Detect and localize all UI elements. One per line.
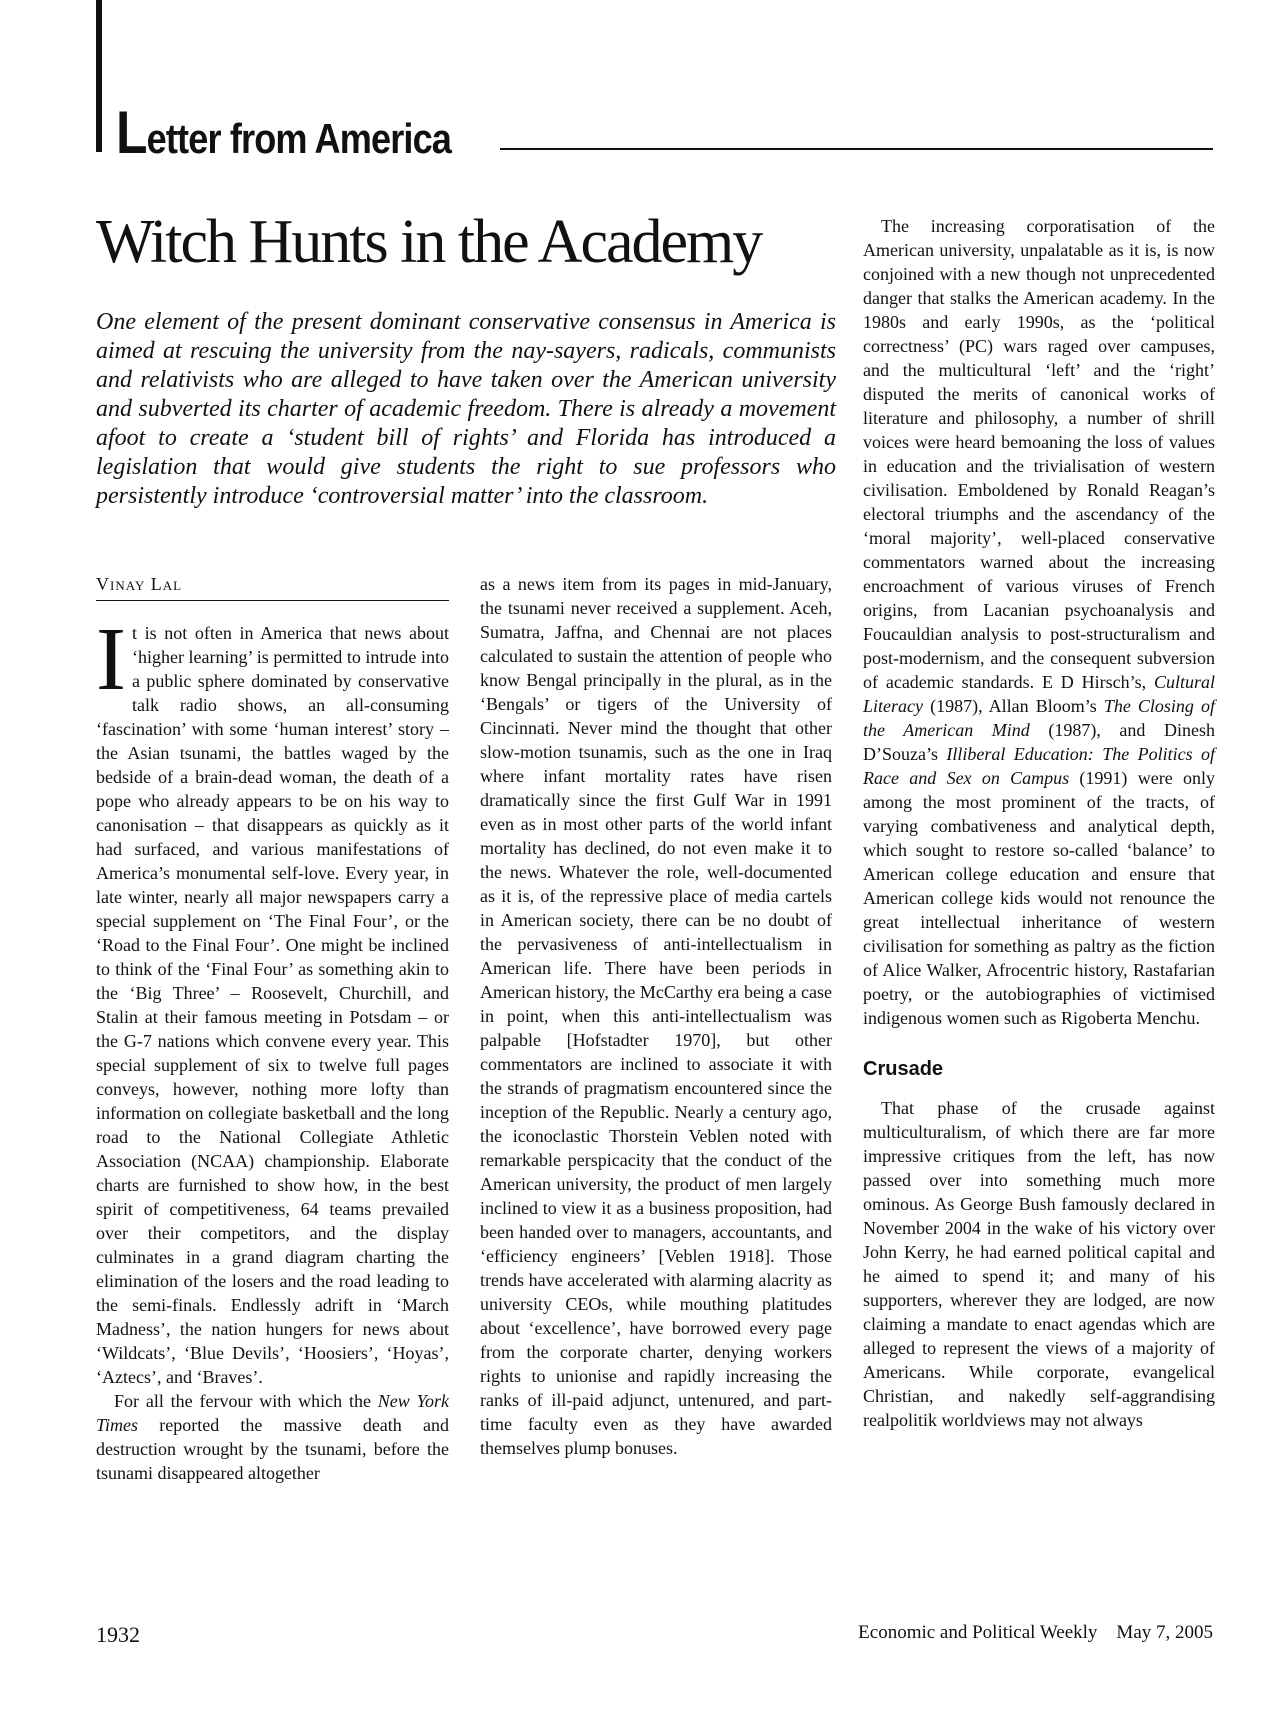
column-3 bbox=[863, 214, 1215, 1432]
column-2 bbox=[480, 572, 832, 1460]
drop-cap: I bbox=[96, 610, 126, 709]
col3-text-c: (1987), and Dinesh D’Souza’s bbox=[863, 720, 1215, 764]
article-standfirst: One element of the present dominant conservative consensus in America is aimed at rescuing the university from the nay-sayers, radicals, communists and relativists who are alleged to have taken over the American university and subverted its charter of academic freedom. There is already a movement afoot to create a ‘student bill of rights’ and Florida has introduced a legislation that would give students the right to sue professors who persistently introduce ‘controversial matter’ into the classroom. bbox=[96, 309, 836, 509]
section-heading bbox=[116, 99, 452, 166]
section-rule bbox=[500, 148, 1213, 150]
issue-date: May 7, 2005 bbox=[1116, 1622, 1213, 1643]
section-first-letter: L bbox=[116, 99, 147, 166]
section-rest: etter from America bbox=[146, 115, 452, 162]
book-title-illiberal-education: Illiberal Education: The Politics of Race and Sex on Campus bbox=[863, 744, 1215, 788]
column-3-paragraph-1 bbox=[863, 214, 1215, 1030]
subheading-crusade: Crusade bbox=[863, 1058, 944, 1080]
journal-info bbox=[858, 1622, 1213, 1644]
journal-name: Economic and Political Weekly bbox=[858, 1622, 1098, 1643]
article-title: Witch Hunts in the Academy bbox=[96, 208, 762, 276]
paragraph-1 bbox=[96, 610, 449, 1389]
paragraph-1-text: t is not often in America that news about ‘higher learning’ is permitted to intrude into a public sphere dominated by conservative talk radio shows, an all-consuming ‘fascination’ with some ‘human interest’ story – the Asian tsunami, the battles waged by the bedside of a brain-dead woman, the death of a pope who already appears to be on his way to canonisation – that disappears as quickly as it had surfaced, and various manifestations of America’s monumental self-love. Every year, in late winter, nearly all major newspapers carry a special supplement on ‘The Final Four’, or the ‘Road to the Final Four’. One might be inclined to think of the ‘Final Four’ as something akin to the ‘Big Three’ – Roosevelt, Churchill, and Stalin at their famous meeting in Potsdam – or the G-7 nations which convene every year. This special supplement of six to twelve full pages conveys, however, nothing more lofty than information on collegiate basketball and the long road to the National Collegiate Athletic Association (NCAA) championship. Elaborate charts are furnished to show how, in the best spirit of competitiveness, 64 teams prevailed over their competitors, and the display culminates in a grand diagram charting the elimination of the losers and the road leading to the semi-finals. Endlessly adrift in ‘March Madness’, the nation hungers for news about ‘Wildcats’, ‘Blue Devils’, ‘Hoosiers’, ‘Hoyas’, ‘Aztecs’, and ‘Braves’. bbox=[96, 623, 449, 1387]
newspaper-name: New York Times bbox=[96, 1391, 449, 1435]
col3-text-b: (1987), Allan Bloom’s bbox=[923, 696, 1104, 716]
col3-text-a: The increasing corporatisation of the American university, unpalatable as it is, is now conjoined with a new though not unprecedented danger that stalks the American academy. In the 1980s and early 1990s, as the ‘political correctness’ (PC) wars raged over campuses, and the multicultural ‘left’ and the ‘right’ disputed the merits of canonical works of literature and philosophy, a number of shrill voices were heard bemoaning the loss of values in education and the trivialisation of western civilisation. Emboldened by Ronald Reagan’s electoral triumphs and the ascendancy of the ‘moral majority’, well-placed conservative commentators warned about the increasing encroachment of various viruses of French origins, from Lacanian psychoanalysis and Foucauldian analysis to post-structuralism and post-modernism, and the consequent subversion of academic standards. E D Hirsch’s, bbox=[863, 216, 1215, 692]
paragraph-2 bbox=[96, 1389, 449, 1485]
paragraph-2-text-b: reported the massive death and destruction wrought by the tsunami, before the tsunami disappeared altogether bbox=[96, 1415, 449, 1483]
section-bar bbox=[96, 0, 102, 152]
column-3-paragraph-2: That phase of the crusade against multiculturalism, of which there are far more impressive critiques from the left, has now passed over into something much more ominous. As George Bush famously declared in November 2004 in the wake of his victory over John Kerry, he had earned political capital and he aimed to spend it; and many of his supporters, wherever they are lodged, are now claiming a mandate to enact agendas which are alleged to represent the views of a majority of Americans. While corporate, evangelical Christian, and nakedly self-aggrandising realpolitik worldviews may not always bbox=[863, 1098, 1215, 1430]
book-title-closing-american-mind: The Closing of the American Mind bbox=[863, 696, 1216, 740]
byline: Vinay Lal bbox=[96, 572, 449, 601]
book-title-cultural-literacy: Cultural Literacy bbox=[863, 672, 1215, 716]
col3-text-d: (1991) were only among the most prominent of the tracts, of varying combativeness and analytical depth, which sought to restore so-called ‘balance’ to American college education and ensure that American college kids would not renounce the great intellectual inheritance of western civilisation for something as paltry as the fiction of Alice Walker, Afrocentric history, Rastafarian poetry, or the autobiographies of victimised indigenous women such as Rigoberta Menchu. bbox=[863, 768, 1215, 1028]
column-1 bbox=[96, 572, 449, 1485]
column-2-text: as a news item from its pages in mid-January, the tsunami never received a supplement. Aceh, Sumatra, Jaffna, and Chennai are not places calculated to sustain the attention of people who know Bengal principally in the plural, as in the ‘Bengals’ or tigers of the University of Cincinnati. Never mind the thought that other slow-motion tsunamis, such as the one in Iraq where infant mortality rates have risen dramatically since the first Gulf War in 1991 even as in most other parts of the world infant mortality has declined, do not even make it to the news. Whatever the role, well-documented as it is, of the repressive place of media cartels in American society, there can be no doubt of the pervasiveness of anti-intellectualism in American life. There have been periods in American history, the McCarthy era being a case in point, when this anti-intellectualism was palpable [Hofstadter 1970], but other commentators are inclined to associate it with the strands of pragmatism encountered since the inception of the Republic. Nearly a century ago, the iconoclastic Thorstein Veblen noted with remarkable perspicacity that the conduct of the American university, the product of men largely inclined to view it as a business proposition, had been handed over to managers, accountants, and ‘efficiency engineers’ [Veblen 1918]. Those trends have accelerated with alarming alacrity as university CEOs, while mouthing platitudes about ‘excellence’, have borrowed every page from the corporate charter, denying workers rights to unionise and rapidly increasing the ranks of ill-paid adjunct, untenured, and part-time faculty even as they have awarded themselves plump bonuses. bbox=[480, 574, 832, 1458]
page-number: 1932 bbox=[96, 1622, 140, 1647]
paragraph-2-text-a: For all the fervour with which the bbox=[114, 1391, 378, 1411]
